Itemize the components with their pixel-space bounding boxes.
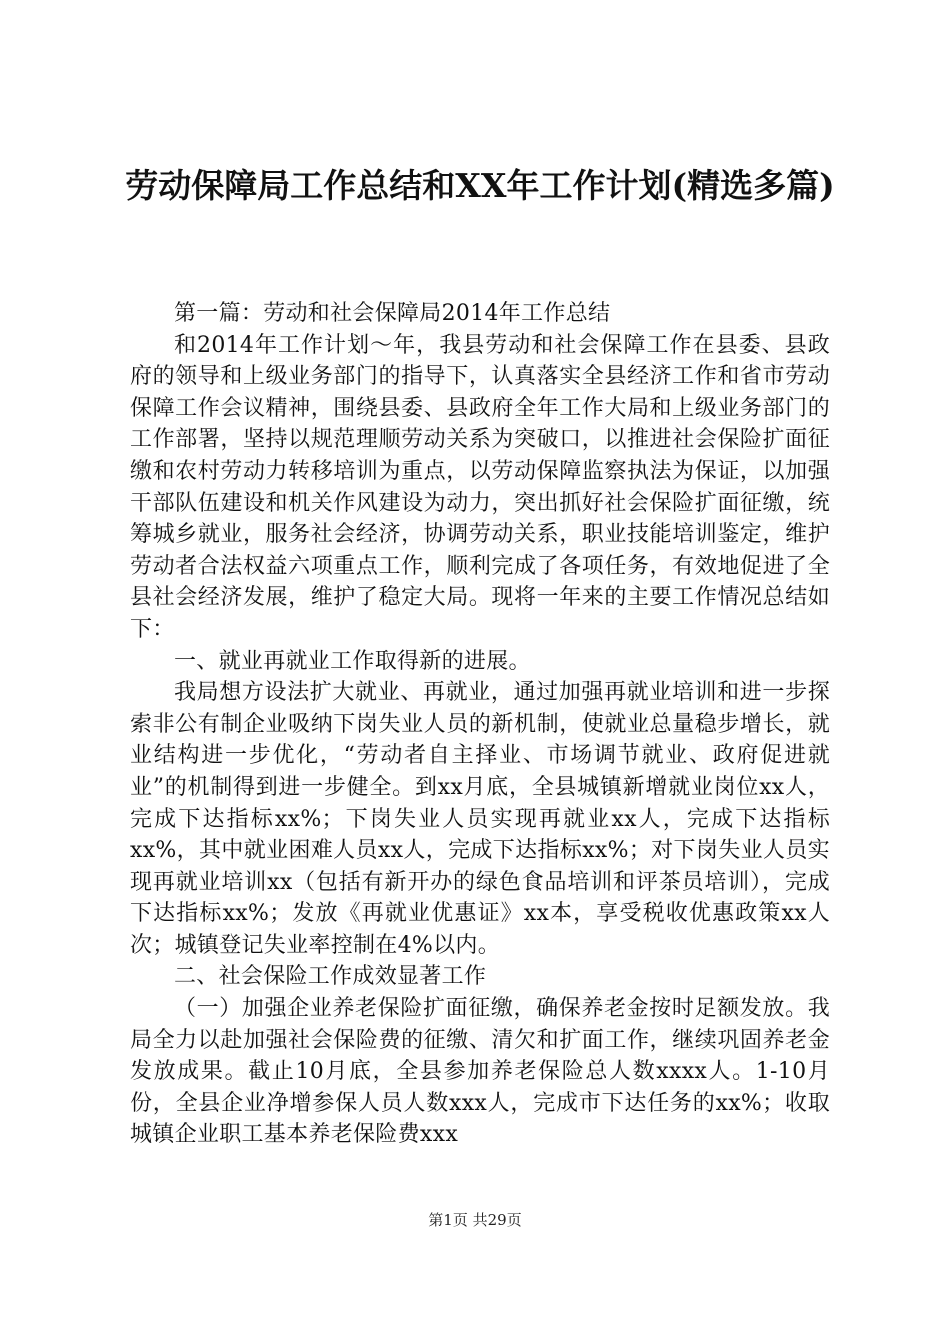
document-title: 劳动保障局工作总结和XX年工作计划(精选多篇) xyxy=(125,166,835,205)
body-paragraph: （一）加强企业养老保险扩面征缴，确保养老金按时足额发放。我局全力以赴加强社会保险费的征缴、清欠和扩面工作，继续巩固养老金发放成果。截止10月底，全县参加养老保险总人数xxxx人。1-10月份，全县企业净增参保人员人数xxx人，完成市下达任务的xx%；收取城镇企业职工基本养老保险费xxx xyxy=(130,996,830,1148)
body-paragraph: 我局想方设法扩大就业、再就业，通过加强再就业培训和进一步探索非公有制企业吸纳下岗失业人员的新机制，使就业总量稳步增长，就业结构进一步优化，“劳动者自主择业、市场调节就业、政府促进就业”的机制得到进一步健全。到xx月底，全县城镇新增就业岗位xx人，完成下达指标xx%；下岗失业人员实现再就业xx人，完成下达指标xx%，其中就业困难人员xx人，完成下达指标xx%；对下岗失业人员实现再就业培训xx（包括有新开办的绿色食品培训和评茶员培训），完成下达指标xx%；发放《再就业优惠证》xx本，享受税收优惠政策xx人次；城镇登记失业率控制在4%以内。 xyxy=(130,680,830,958)
section-heading: 二、社会保险工作成效显著工作 xyxy=(174,964,487,990)
document-body xyxy=(130,298,830,1151)
section-heading: 第一篇：劳动和社会保障局2014年工作总结 xyxy=(174,301,611,326)
section-heading: 一、就业再就业工作取得新的进展。 xyxy=(174,648,531,674)
page-number-footer: 第1页 共29页 xyxy=(428,1211,522,1229)
body-paragraph: 和2014年工作计划～年，我县劳动和社会保障工作在县委、县政府的领导和上级业务部门的指导下，认真落实全县经济工作和省市劳动保障工作会议精神，围绕县委、县政府全年工作大局和上级业务部门的工作部署，坚持以规范理顺劳动关系为突破口，以推进社会保险扩面征缴和农村劳动力转移培训为重点，以劳动保障监察执法为保证，以加强干部队伍建设和机关作风建设为动力，突出抓好社会保险扩面征缴，统筹城乡就业，服务社会经济，协调劳动关系，职业技能培训鉴定，维护劳动者合法权益六项重点工作，顺利完成了各项任务，有效地促进了全县社会经济发展，维护了稳定大局。现将一年来的主要工作情况总结如下： xyxy=(130,332,830,642)
